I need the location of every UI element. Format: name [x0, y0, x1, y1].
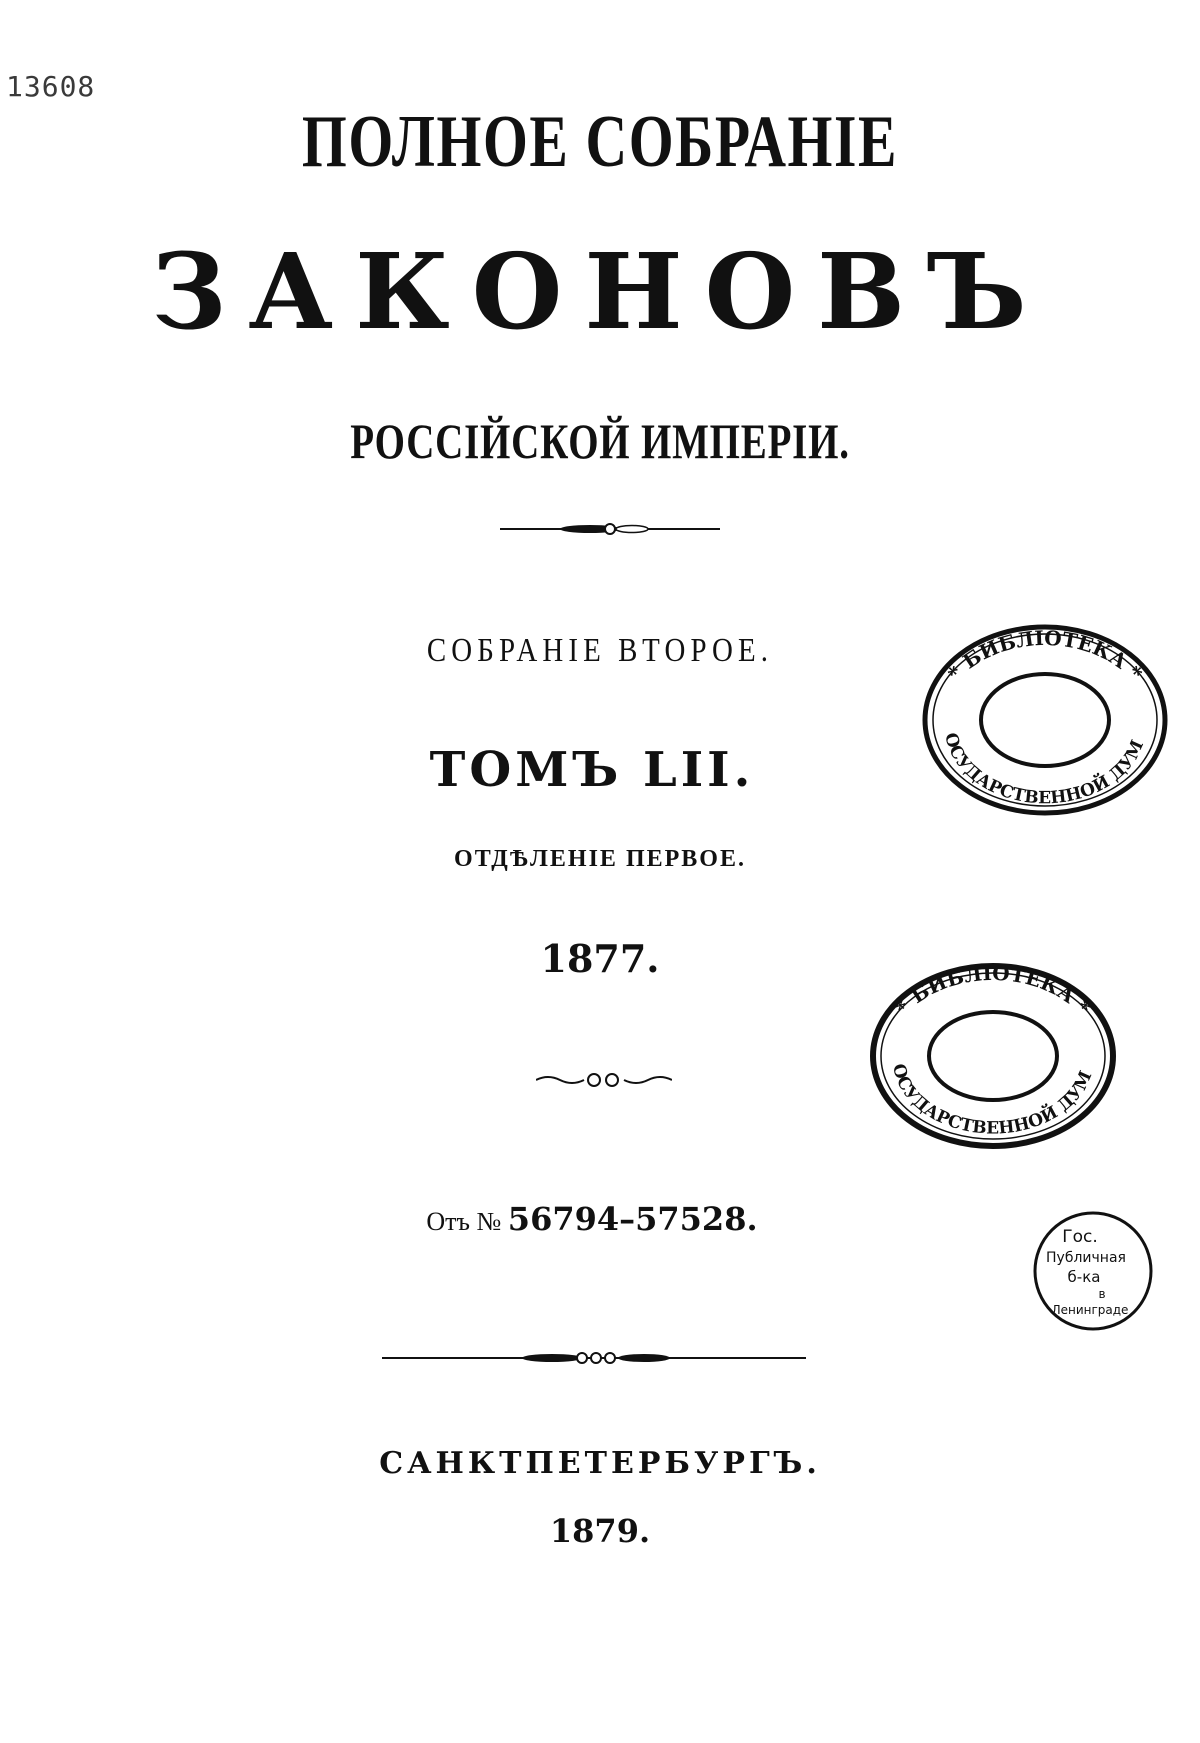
stamp-2-top-text: * БИБЛІОТЕКА *: [890, 960, 1096, 1020]
stamp-3-line-3: б-ка: [1067, 1268, 1101, 1286]
stamp-1-bottom-text: ОСУДАРСТВЕННОЙ ДУМ: [940, 730, 1149, 809]
imprint-year: 1879.: [549, 1512, 651, 1550]
section-heading: ОТДѢЛЕНІЕ ПЕРВОЕ.: [454, 846, 746, 872]
stamp-3-line-4: в: [1098, 1287, 1106, 1301]
title-line-2: ЗАКОНОВЪ: [151, 230, 1049, 353]
stamp-3-line-1: Гос.: [1062, 1227, 1098, 1247]
library-stamp-1: [918, 620, 1172, 825]
ornament-divider-2: [536, 1070, 672, 1090]
shelfmark-number: 13608: [6, 70, 96, 103]
svg-text:* БИБЛІОТЕКА *: [943, 626, 1148, 686]
collection-heading: СОБРАНІЕ ВТОРОЕ.: [426, 632, 774, 669]
library-stamp-2: [866, 958, 1120, 1159]
stamp-3-line-2: Публичная: [1046, 1250, 1126, 1266]
title-line-3: РОССІЙСКОЙ ИМПЕРІИ.: [350, 413, 850, 469]
stamp-2-bottom-text: ОСУДАРСТВЕННОЙ ДУМ: [887, 1061, 1097, 1139]
ornament-divider-1: [500, 520, 720, 538]
ornament-divider-3: [382, 1348, 806, 1368]
stamp-3-line-5: Ленинграде: [1051, 1303, 1129, 1317]
range-numbers: 56794–57528.: [507, 1200, 758, 1238]
volume-heading: ТОМЪ LII.: [429, 742, 755, 798]
volume-year: 1877.: [540, 936, 660, 981]
imprint-city: САНКТПЕТЕРБУРГЪ.: [379, 1446, 821, 1481]
stamp-1-top-text: * БИБЛІОТЕКА *: [942, 625, 1148, 686]
library-stamp-3: [1030, 1208, 1156, 1339]
range-prefix: Отъ №: [426, 1207, 502, 1236]
decree-number-range: [0, 1200, 1192, 1238]
title-line-1: ПОЛНОЕ СОБРАНІЕ: [301, 101, 899, 183]
